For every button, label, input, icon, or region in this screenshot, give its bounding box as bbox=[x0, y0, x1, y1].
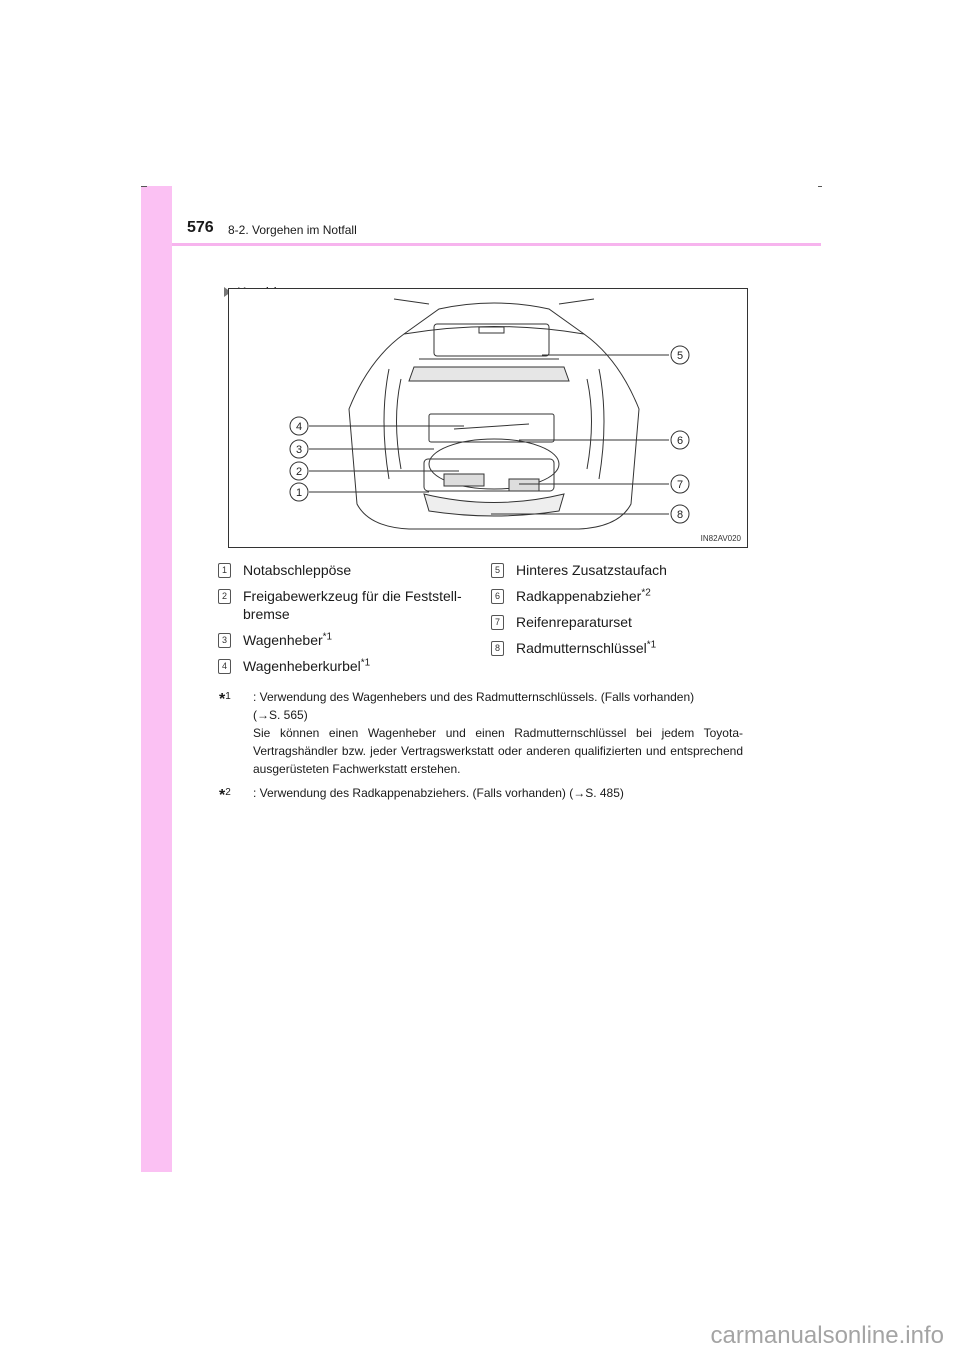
footnote-star: * bbox=[219, 787, 226, 804]
header-rule bbox=[172, 243, 821, 246]
legend-label: Radkappenabzieher bbox=[516, 588, 642, 604]
footnote-2 bbox=[219, 784, 743, 802]
legend-item bbox=[491, 613, 632, 631]
legend-number: 7 bbox=[491, 615, 504, 630]
footnote-number: 1 bbox=[225, 691, 231, 702]
footnote-text: : Verwendung des Radkappenabziehers. (Falls vorhanden) (→S. 485) bbox=[253, 786, 624, 800]
legend-number: 3 bbox=[218, 633, 231, 648]
legend-number: 6 bbox=[491, 589, 504, 604]
watermark: carmanualsonline.info bbox=[710, 1322, 944, 1349]
callout-5: 5 bbox=[676, 350, 684, 362]
footnotes bbox=[219, 688, 743, 808]
legend-label: Radmutternschlüssel bbox=[516, 640, 647, 656]
legend-number: 2 bbox=[218, 589, 231, 604]
figure-code: IN82AV020 bbox=[700, 534, 741, 543]
legend-label-cont: bremse bbox=[243, 606, 290, 622]
footnote-ref: *1 bbox=[322, 631, 333, 643]
legend-right bbox=[491, 561, 751, 661]
legend-item bbox=[491, 639, 656, 657]
legend-item bbox=[218, 561, 351, 579]
section-title: 8-2. Vorgehen im Notfall bbox=[228, 223, 357, 237]
callout-8: 8 bbox=[676, 509, 684, 521]
footnote-number: 2 bbox=[225, 787, 231, 798]
footnote-ref: *1 bbox=[646, 639, 657, 651]
callout-4: 4 bbox=[295, 421, 303, 433]
footnote-text: : Verwendung des Wagenhebers und des Radmutternschlüssels. (Falls vorhanden) bbox=[253, 690, 695, 704]
legend-number: 5 bbox=[491, 563, 504, 578]
legend-label: Freigabewerkzeug für die Feststell- bbox=[243, 588, 462, 604]
callout-7: 7 bbox=[676, 479, 684, 491]
legend-label: Wagenheber bbox=[243, 632, 323, 648]
legend-item bbox=[218, 657, 370, 675]
footnote-ref: *1 bbox=[360, 657, 371, 669]
crop-mark bbox=[141, 186, 147, 187]
legend-label: Wagenheberkurbel bbox=[243, 658, 361, 674]
callout-1: 1 bbox=[295, 487, 303, 499]
legend-label: Notabschleppöse bbox=[243, 562, 352, 578]
legend-item bbox=[218, 587, 462, 623]
page-number: 576 bbox=[187, 219, 214, 236]
trunk-illustration bbox=[228, 288, 748, 548]
callout-6: 6 bbox=[676, 435, 684, 447]
callout-2: 2 bbox=[295, 466, 303, 478]
crop-mark bbox=[818, 186, 822, 187]
footnote-star: * bbox=[219, 691, 226, 708]
legend-label: Hinteres Zusatzstaufach bbox=[516, 562, 667, 578]
legend-number: 4 bbox=[218, 659, 231, 674]
legend-label: Reifenreparaturset bbox=[516, 614, 632, 630]
side-tab-strip bbox=[141, 186, 172, 1172]
legend-item bbox=[491, 561, 667, 579]
footnote-text: Sie können einen Wagenheber und einen Radmutternschlüssel bei jedem Toyota-Vertragshändler bzw. jeder Vertragswerkstatt oder anderen qualifizierten und entsprechend ausgerüsteten Fachwerkstatt erstehen. bbox=[253, 726, 743, 776]
callout-3: 3 bbox=[295, 444, 303, 456]
legend-item bbox=[491, 587, 651, 605]
legend-number: 8 bbox=[491, 641, 504, 656]
footnote-1 bbox=[219, 688, 743, 778]
footnote-ref: *2 bbox=[641, 587, 651, 599]
legend-number: 1 bbox=[218, 563, 231, 578]
car-trunk-drawing bbox=[229, 289, 749, 549]
legend-item bbox=[218, 631, 332, 649]
legend-left bbox=[218, 561, 488, 681]
footnote-ref-text: (→S. 565) bbox=[253, 708, 308, 722]
